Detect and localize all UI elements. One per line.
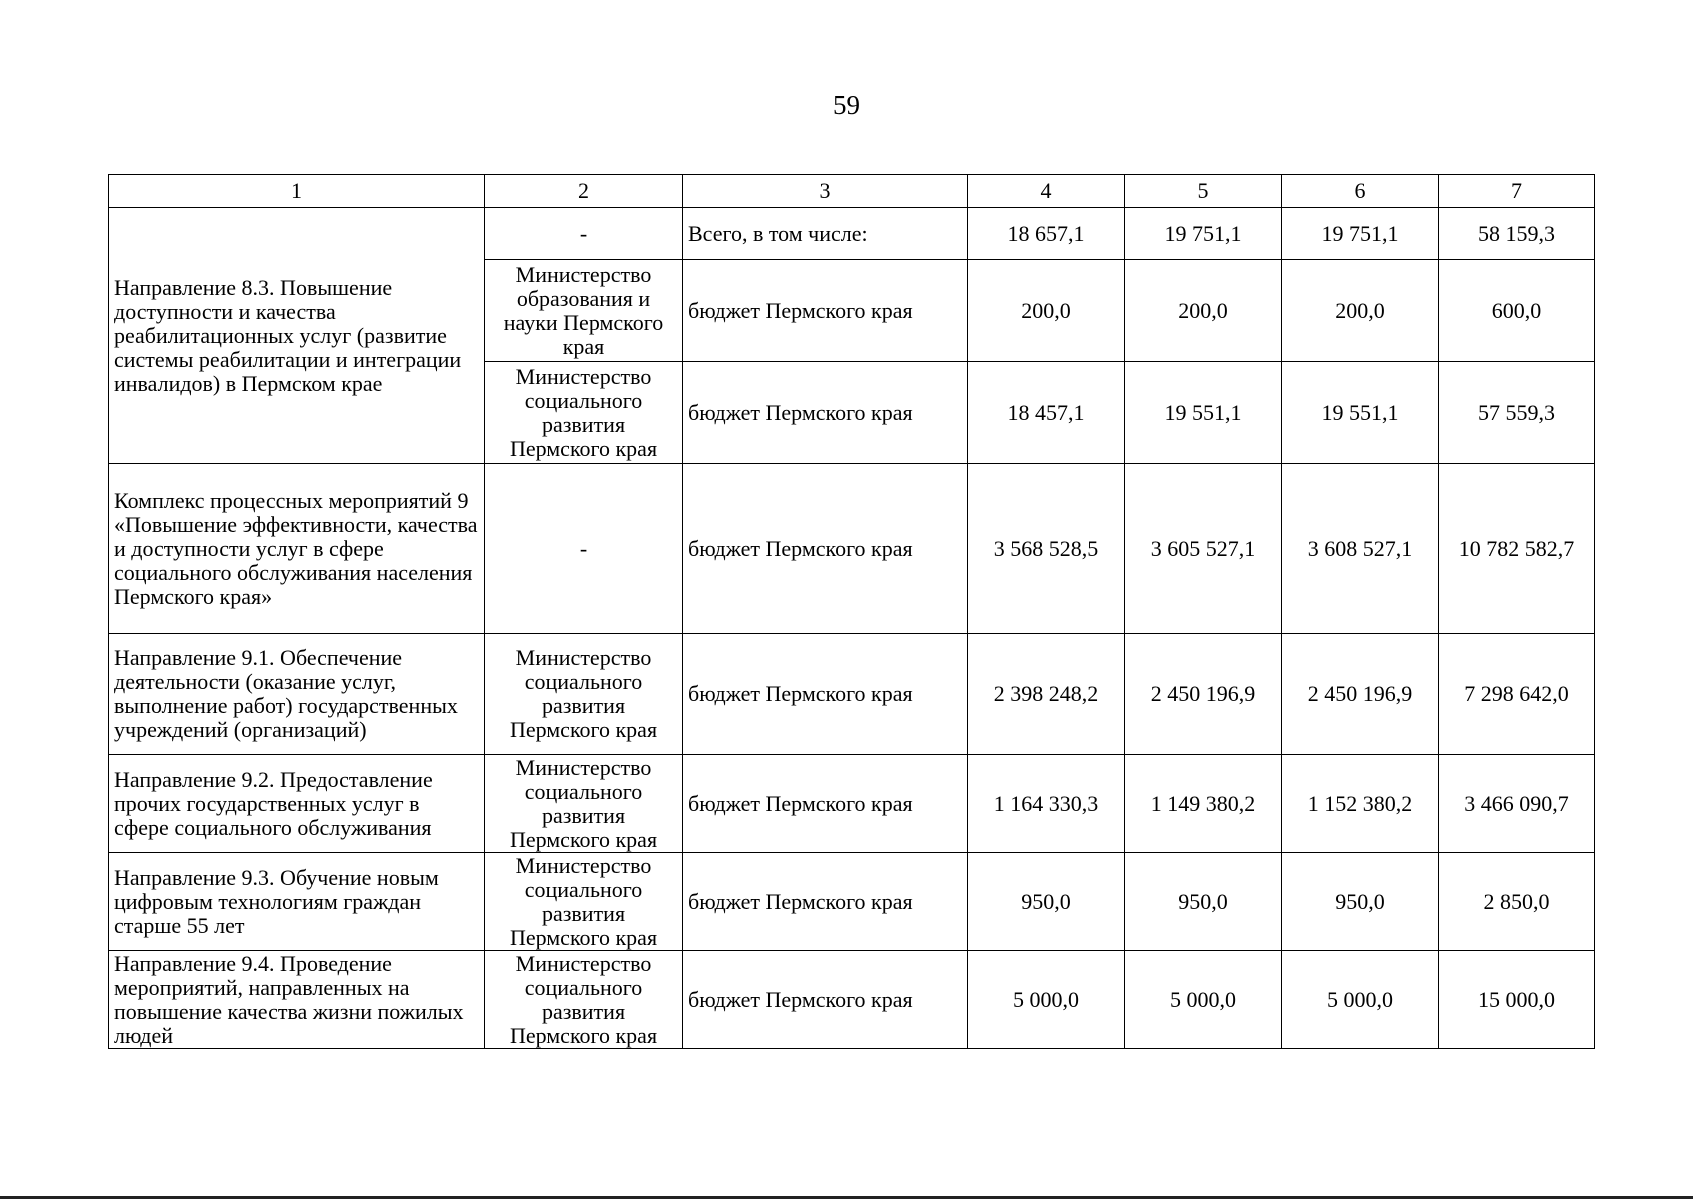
source-cell: бюджет Пермского края [683,362,968,464]
table-row [109,634,1595,755]
source-cell: бюджет Пермского края [683,464,968,634]
table-row [109,755,1595,853]
value-cell-7: 57 559,3 [1439,362,1595,464]
value-cell-6: 2 450 196,9 [1282,634,1439,755]
budget-table [108,174,1595,1049]
source-cell: бюджет Пермского края [683,755,968,853]
value-cell-5: 19 751,1 [1125,208,1282,260]
source-cell: бюджет Пермского края [683,260,968,362]
value-cell-7: 3 466 090,7 [1439,755,1595,853]
table-row [109,208,1595,260]
table-row [109,951,1595,1049]
value-cell-7: 7 298 642,0 [1439,634,1595,755]
executor-cell: Министерство образования и науки Пермского края [485,260,683,362]
value-cell-4: 1 164 330,3 [968,755,1125,853]
value-cell-4: 950,0 [968,853,1125,951]
value-cell-5: 2 450 196,9 [1125,634,1282,755]
value-cell-4: 18 657,1 [968,208,1125,260]
value-cell-4: 200,0 [968,260,1125,362]
header-cell: 5 [1125,175,1282,208]
value-cell-5: 200,0 [1125,260,1282,362]
source-cell: бюджет Пермского края [683,951,968,1049]
table-row [109,464,1595,634]
scan-edge-line [0,1196,1693,1199]
row-name-cell: Направление 9.2. Предоставление прочих государственных услуг в сфере социального обслуживания [109,755,485,853]
source-cell: бюджет Пермского края [683,853,968,951]
value-cell-6: 19 551,1 [1282,362,1439,464]
value-cell-5: 5 000,0 [1125,951,1282,1049]
header-cell: 6 [1282,175,1439,208]
row-name-cell: Направление 9.1. Обеспечение деятельности (оказание услуг, выполнение работ) государственных учреждений (организаций) [109,634,485,755]
value-cell-7: 10 782 582,7 [1439,464,1595,634]
value-cell-4: 3 568 528,5 [968,464,1125,634]
source-cell: бюджет Пермского края [683,634,968,755]
header-cell: 1 [109,175,485,208]
executor-cell: Министерство социального развития Пермского края [485,853,683,951]
value-cell-5: 950,0 [1125,853,1282,951]
header-cell: 3 [683,175,968,208]
value-cell-7: 15 000,0 [1439,951,1595,1049]
value-cell-6: 3 608 527,1 [1282,464,1439,634]
value-cell-6: 950,0 [1282,853,1439,951]
executor-cell: Министерство социального развития Пермского края [485,755,683,853]
executor-cell: - [485,464,683,634]
row-name-cell: Направление 9.4. Проведение мероприятий, направленных на повышение качества жизни пожилых людей [109,951,485,1049]
executor-cell: Министерство социального развития Пермского края [485,362,683,464]
table-row [109,853,1595,951]
value-cell-4: 2 398 248,2 [968,634,1125,755]
table-header-row [109,175,1595,208]
value-cell-5: 3 605 527,1 [1125,464,1282,634]
value-cell-7: 58 159,3 [1439,208,1595,260]
header-cell: 2 [485,175,683,208]
value-cell-6: 5 000,0 [1282,951,1439,1049]
executor-cell: Министерство социального развития Пермского края [485,634,683,755]
value-cell-5: 19 551,1 [1125,362,1282,464]
value-cell-4: 18 457,1 [968,362,1125,464]
row-name-cell: Направление 8.3. Повышение доступности и качества реабилитационных услуг (развитие системы реабилитации и интеграции инвалидов) в Пермском крае [109,208,485,464]
page-number: 59 [833,90,860,120]
row-name-cell: Комплекс процессных мероприятий 9 «Повышение эффективности, качества и доступности услуг в сфере социального обслуживания населения Пермского края» [109,464,485,634]
executor-cell: Министерство социального развития Пермского края [485,951,683,1049]
value-cell-6: 200,0 [1282,260,1439,362]
header-cell: 4 [968,175,1125,208]
value-cell-6: 1 152 380,2 [1282,755,1439,853]
row-name-cell: Направление 9.3. Обучение новым цифровым технологиям граждан старше 55 лет [109,853,485,951]
header-cell: 7 [1439,175,1595,208]
source-cell: Всего, в том числе: [683,208,968,260]
value-cell-6: 19 751,1 [1282,208,1439,260]
value-cell-7: 600,0 [1439,260,1595,362]
value-cell-7: 2 850,0 [1439,853,1595,951]
executor-cell: - [485,208,683,260]
value-cell-5: 1 149 380,2 [1125,755,1282,853]
value-cell-4: 5 000,0 [968,951,1125,1049]
